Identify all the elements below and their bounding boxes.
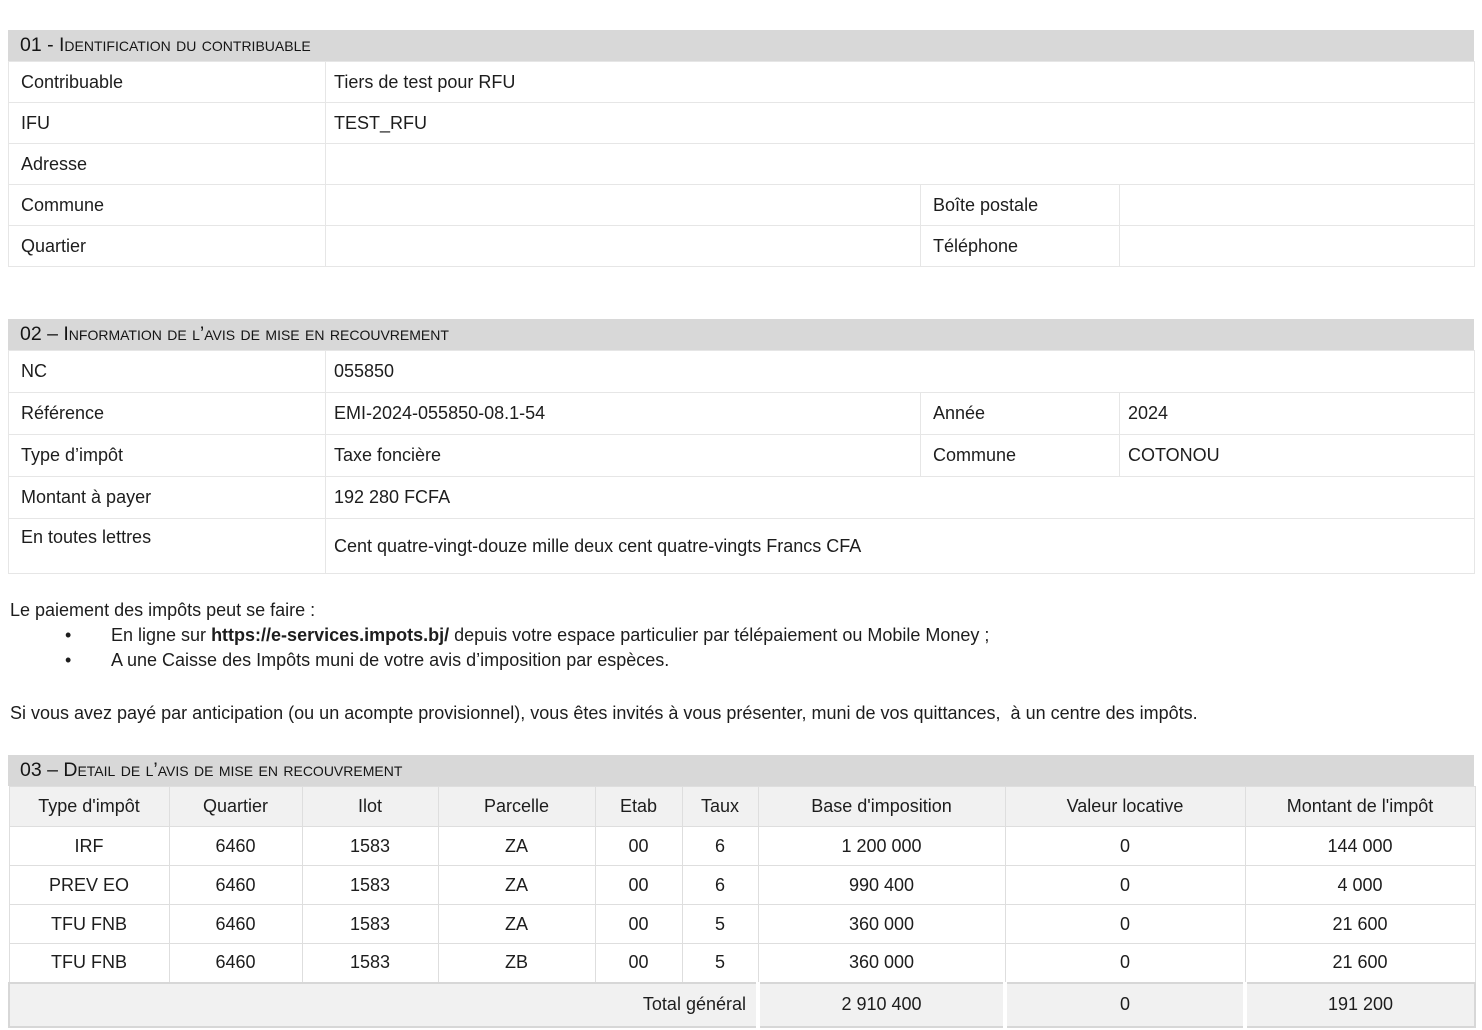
cell-montant: 21 600 (1245, 905, 1475, 944)
commune-value (326, 185, 921, 226)
payment-instructions (8, 598, 1474, 726)
cell-etab: 00 (595, 944, 682, 983)
cell-parcelle: ZA (438, 866, 595, 905)
cell-ilot: 1583 (302, 827, 438, 866)
identification-table (8, 61, 1475, 267)
adresse-value (326, 144, 1475, 185)
cell-taux: 6 (682, 866, 758, 905)
payment-intro: Le paiement des impôts peut se faire : (10, 600, 316, 620)
cell-base: 360 000 (758, 944, 1005, 983)
col-header-base: Base d'imposition (758, 787, 1005, 827)
cell-taux: 5 (682, 905, 758, 944)
cell-ilot: 1583 (302, 944, 438, 983)
bullet-online-suffix: depuis votre espace particulier par télépaiement ou Mobile Money ; (449, 625, 990, 645)
spacer (8, 726, 1474, 755)
row-nc (9, 351, 1475, 393)
col-header-montant: Montant de l'impôt (1245, 787, 1475, 827)
col-header-parcelle: Parcelle (438, 787, 595, 827)
col-header-etab: Etab (595, 787, 682, 827)
cell-parcelle: ZA (438, 827, 595, 866)
cell-valeur: 0 (1005, 866, 1245, 905)
cell-quartier: 6460 (169, 905, 302, 944)
telephone-value (1120, 226, 1475, 267)
lettres-label: En toutes lettres (9, 519, 326, 574)
commune-label: Commune (9, 185, 326, 226)
cell-montant: 144 000 (1245, 827, 1475, 866)
row-adresse (9, 144, 1475, 185)
bullet-icon: • (65, 625, 72, 645)
payment-bullet-caisse (8, 648, 1474, 673)
section-avis-info (8, 319, 1474, 574)
bullet-icon: • (65, 650, 72, 670)
section-3-title: 03 – Detail de l’avis de mise en recouvrement (20, 759, 403, 781)
section-1-title: 01 - Identification du contribuable (20, 34, 311, 56)
row-contribuable (9, 62, 1475, 103)
boite-postale-value (1120, 185, 1475, 226)
row-type-impot (9, 435, 1475, 477)
total-valeur: 0 (1005, 983, 1245, 1027)
anticipation-note: Si vous avez payé par anticipation (ou un acompte provisionnel), vous êtes invités à vous présenter, muni de vos quittances, à un centre des impôts. (10, 703, 1198, 723)
table-row (9, 827, 1475, 866)
cell-quartier: 6460 (169, 827, 302, 866)
boite-postale-label: Boîte postale (921, 185, 1120, 226)
total-general-label: Total général (9, 983, 758, 1027)
section-avis-detail (8, 755, 1474, 1028)
cell-valeur: 0 (1005, 905, 1245, 944)
bullet-online-prefix: En ligne sur (111, 625, 212, 645)
montant-label: Montant à payer (9, 477, 326, 519)
cell-base: 990 400 (758, 866, 1005, 905)
cell-valeur: 0 (1005, 944, 1245, 983)
commune-avis-label: Commune (921, 435, 1120, 477)
reference-value: EMI-2024-055850-08.1-54 (326, 393, 921, 435)
table-row (9, 944, 1475, 983)
cell-type-impot: IRF (9, 827, 169, 866)
commune-avis-value: COTONOU (1120, 435, 1475, 477)
row-lettres (9, 519, 1475, 574)
type-impot-label: Type d’impôt (9, 435, 326, 477)
cell-base: 1 200 000 (758, 827, 1005, 866)
nc-value: 055850 (326, 351, 1475, 393)
row-ifu (9, 103, 1475, 144)
cell-parcelle: ZB (438, 944, 595, 983)
telephone-label: Téléphone (921, 226, 1120, 267)
cell-quartier: 6460 (169, 866, 302, 905)
col-header-type-impot: Type d'impôt (9, 787, 169, 827)
bullet-online-text (111, 623, 989, 648)
section-2-header (8, 319, 1474, 350)
cell-valeur: 0 (1005, 827, 1245, 866)
contribuable-label: Contribuable (9, 62, 326, 103)
cell-etab: 00 (595, 866, 682, 905)
cell-parcelle: ZA (438, 905, 595, 944)
spacer (8, 267, 1474, 319)
detail-header-row (9, 787, 1475, 827)
col-header-taux: Taux (682, 787, 758, 827)
section-2-title: 02 – Information de l’avis de mise en recouvrement (20, 323, 449, 345)
annee-label: Année (921, 393, 1120, 435)
table-row (9, 905, 1475, 944)
row-commune (9, 185, 1475, 226)
lettres-value: Cent quatre-vingt-douze mille deux cent quatre-vingts Francs CFA (326, 519, 1475, 574)
row-quartier (9, 226, 1475, 267)
montant-value: 192 280 FCFA (326, 477, 1475, 519)
table-row (9, 866, 1475, 905)
bullet-caisse-text: A une Caisse des Impôts muni de votre avis d’imposition par espèces. (111, 650, 670, 670)
cell-type-impot: TFU FNB (9, 905, 169, 944)
cell-taux: 6 (682, 827, 758, 866)
annee-value: 2024 (1120, 393, 1475, 435)
col-header-valeur: Valeur locative (1005, 787, 1245, 827)
cell-ilot: 1583 (302, 905, 438, 944)
row-reference (9, 393, 1475, 435)
ifu-value: TEST_RFU (326, 103, 1475, 144)
cell-etab: 00 (595, 905, 682, 944)
eservices-url-link[interactable]: https://e-services.impots.bj/ (211, 625, 450, 645)
cell-type-impot: TFU FNB (9, 944, 169, 983)
total-row (9, 983, 1475, 1027)
ifu-label: IFU (9, 103, 326, 144)
cell-taux: 5 (682, 944, 758, 983)
cell-base: 360 000 (758, 905, 1005, 944)
contribuable-value: Tiers de test pour RFU (326, 62, 1475, 103)
cell-etab: 00 (595, 827, 682, 866)
nc-label: NC (9, 351, 326, 393)
avis-detail-table (8, 786, 1476, 1028)
cell-type-impot: PREV EO (9, 866, 169, 905)
adresse-label: Adresse (9, 144, 326, 185)
quartier-label: Quartier (9, 226, 326, 267)
cell-quartier: 6460 (169, 944, 302, 983)
col-header-ilot: Ilot (302, 787, 438, 827)
avis-info-table (8, 350, 1475, 574)
cell-ilot: 1583 (302, 866, 438, 905)
payment-bullet-online (8, 623, 1474, 648)
total-base: 2 910 400 (758, 983, 1005, 1027)
quartier-value (326, 226, 921, 267)
row-montant (9, 477, 1475, 519)
col-header-quartier: Quartier (169, 787, 302, 827)
section-1-header (8, 30, 1474, 61)
section-3-header (8, 755, 1474, 786)
type-impot-value: Taxe foncière (326, 435, 921, 477)
reference-label: Référence (9, 393, 326, 435)
cell-montant: 4 000 (1245, 866, 1475, 905)
cell-montant: 21 600 (1245, 944, 1475, 983)
total-montant: 191 200 (1245, 983, 1475, 1027)
section-identification (8, 30, 1474, 267)
